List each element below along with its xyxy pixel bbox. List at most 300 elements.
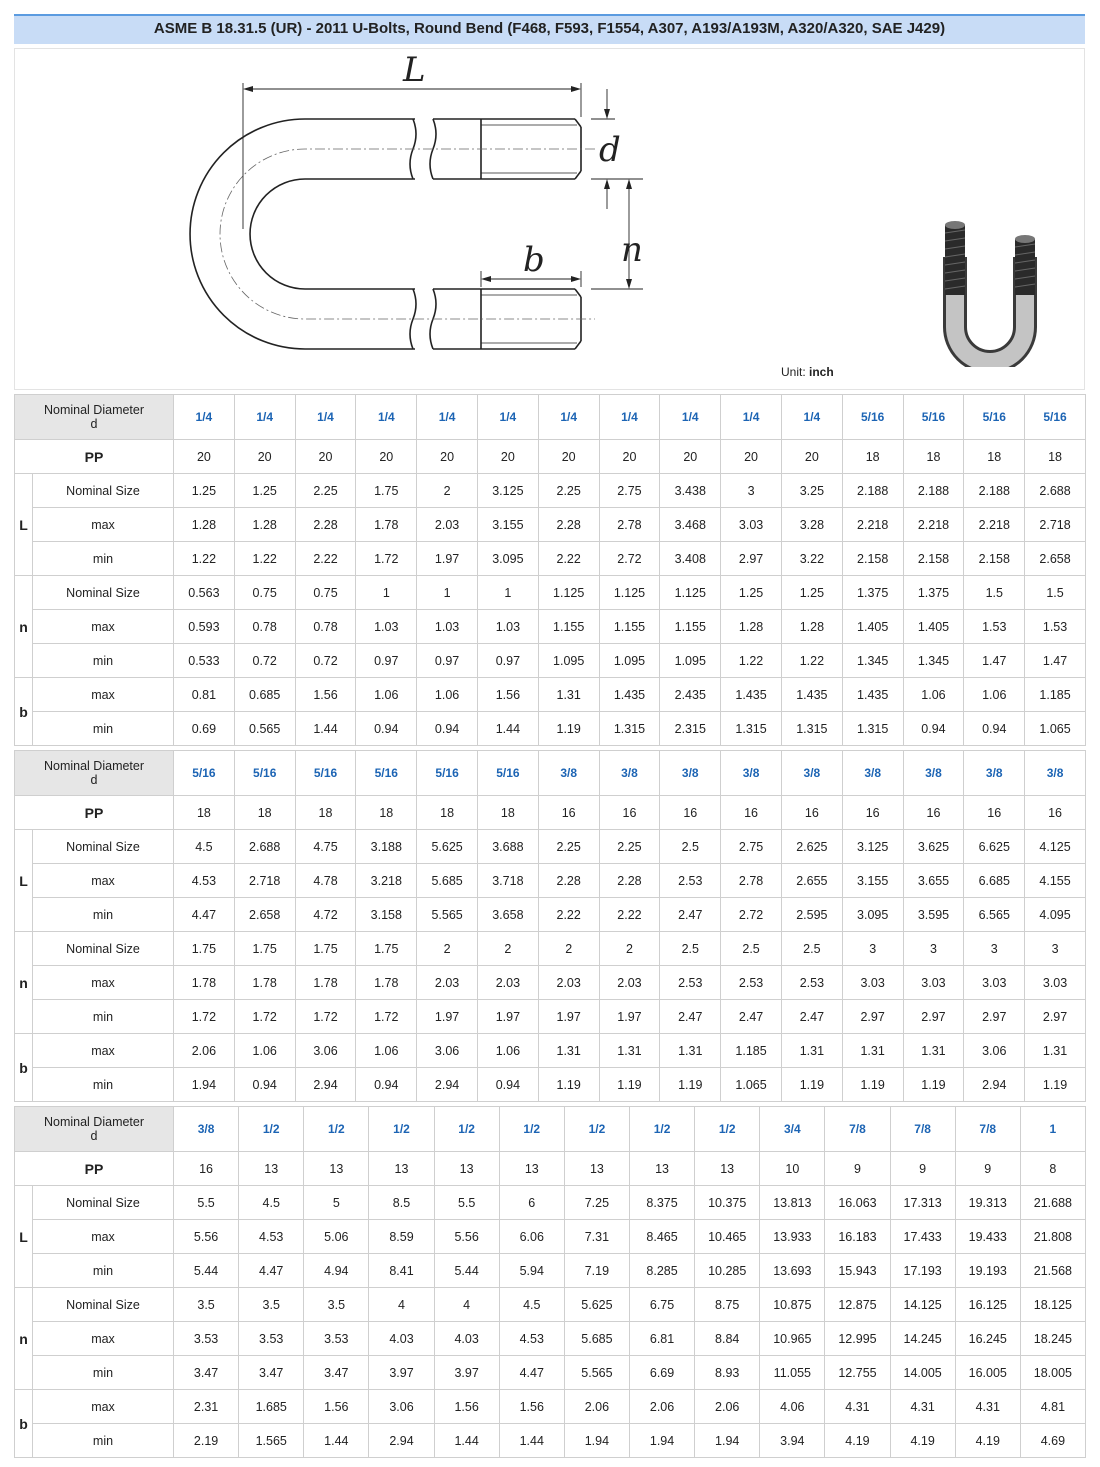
value-cell: 2.75 — [599, 474, 660, 508]
value-cell: 1.53 — [1025, 610, 1086, 644]
value-cell: 6.625 — [964, 830, 1025, 864]
value-cell: 2.25 — [538, 474, 599, 508]
pp-cell: 16 — [842, 796, 903, 830]
value-cell: 21.568 — [1020, 1254, 1085, 1288]
value-cell: 7.19 — [564, 1254, 629, 1288]
unit-label: Unit: — [781, 365, 810, 379]
value-cell: 2.97 — [903, 1000, 964, 1034]
diameter-cell: 1/4 — [721, 395, 782, 440]
value-cell: 2.218 — [903, 508, 964, 542]
value-cell: 4.095 — [1025, 898, 1086, 932]
value-cell: 4.72 — [295, 898, 356, 932]
value-cell: 3.155 — [842, 864, 903, 898]
row-label-max: max — [33, 1322, 174, 1356]
value-cell: 1.72 — [356, 542, 417, 576]
value-cell: 1.315 — [842, 712, 903, 746]
value-cell: 4.5 — [239, 1186, 304, 1220]
pp-row — [15, 1152, 1086, 1186]
value-cell: 3.438 — [660, 474, 721, 508]
pp-cell: 13 — [239, 1152, 304, 1186]
value-cell: 4.47 — [239, 1254, 304, 1288]
value-cell: 5 — [304, 1186, 369, 1220]
value-cell: 8.465 — [629, 1220, 694, 1254]
value-cell: 7.25 — [564, 1186, 629, 1220]
value-cell: 3.53 — [304, 1322, 369, 1356]
unit-value: inch — [809, 365, 834, 379]
value-cell: 3.095 — [477, 542, 538, 576]
value-cell: 3.03 — [842, 966, 903, 1000]
diameter-cell: 1/2 — [434, 1107, 499, 1152]
value-cell: 10.965 — [760, 1322, 825, 1356]
value-cell: 4.19 — [825, 1424, 890, 1458]
value-cell: 2.03 — [417, 508, 478, 542]
value-cell: 2.658 — [234, 898, 295, 932]
L-nominal-size-row — [15, 830, 1086, 864]
value-cell: 2.28 — [295, 508, 356, 542]
value-cell: 1.315 — [781, 712, 842, 746]
value-cell: 14.005 — [890, 1356, 955, 1390]
value-cell: 1.19 — [842, 1068, 903, 1102]
value-cell: 19.193 — [955, 1254, 1020, 1288]
value-cell: 10.375 — [695, 1186, 760, 1220]
pp-cell: 16 — [174, 1152, 239, 1186]
L-min-row — [15, 898, 1086, 932]
value-cell: 4.94 — [304, 1254, 369, 1288]
diameter-cell: 1/4 — [477, 395, 538, 440]
group-label-n: n — [15, 1288, 33, 1390]
value-cell: 18.125 — [1020, 1288, 1085, 1322]
value-cell: 2.5 — [781, 932, 842, 966]
value-cell: 1.5 — [964, 576, 1025, 610]
value-cell: 4.81 — [1020, 1390, 1085, 1424]
value-cell: 1.78 — [356, 966, 417, 1000]
value-cell: 4 — [369, 1288, 434, 1322]
row-label-max: max — [33, 1220, 174, 1254]
value-cell: 1.315 — [721, 712, 782, 746]
value-cell: 1.315 — [599, 712, 660, 746]
value-cell: 2.53 — [781, 966, 842, 1000]
group-label-L: L — [15, 830, 33, 932]
value-cell: 2.97 — [842, 1000, 903, 1034]
value-cell: 0.94 — [356, 1068, 417, 1102]
nominal-diameter-row — [15, 751, 1086, 796]
value-cell: 1.06 — [356, 1034, 417, 1068]
L-max-row — [15, 864, 1086, 898]
value-cell: 3.06 — [295, 1034, 356, 1068]
value-cell: 2.25 — [295, 474, 356, 508]
spec-table-3 — [14, 1106, 1086, 1458]
nominal-diameter-symbol: d — [90, 417, 98, 431]
value-cell: 1.56 — [477, 678, 538, 712]
value-cell: 1.06 — [356, 678, 417, 712]
value-cell: 8.5 — [369, 1186, 434, 1220]
value-cell: 19.313 — [955, 1186, 1020, 1220]
row-label-min: min — [33, 1000, 174, 1034]
dim-label-L: L — [403, 50, 426, 90]
value-cell: 0.94 — [964, 712, 1025, 746]
value-cell: 2.595 — [781, 898, 842, 932]
value-cell: 1.03 — [477, 610, 538, 644]
u-bolt-dimension-drawing — [15, 49, 675, 389]
value-cell: 2.03 — [538, 966, 599, 1000]
value-cell: 2.97 — [964, 1000, 1025, 1034]
value-cell: 0.97 — [356, 644, 417, 678]
value-cell: 2.75 — [721, 830, 782, 864]
diameter-cell: 3/8 — [538, 751, 599, 796]
value-cell: 18.005 — [1020, 1356, 1085, 1390]
pp-row — [15, 440, 1086, 474]
pp-cell: 8 — [1020, 1152, 1085, 1186]
value-cell: 3.47 — [239, 1356, 304, 1390]
value-cell: 2.5 — [660, 830, 721, 864]
value-cell: 1.25 — [174, 474, 235, 508]
value-cell: 3.03 — [721, 508, 782, 542]
value-cell: 0.78 — [234, 610, 295, 644]
value-cell: 2.22 — [538, 898, 599, 932]
pp-cell: 13 — [564, 1152, 629, 1186]
value-cell: 3.218 — [356, 864, 417, 898]
value-cell: 3 — [964, 932, 1025, 966]
diameter-cell: 3/8 — [174, 1107, 239, 1152]
value-cell: 3.22 — [781, 542, 842, 576]
value-cell: 13.933 — [760, 1220, 825, 1254]
value-cell: 4.06 — [760, 1390, 825, 1424]
value-cell: 1.31 — [660, 1034, 721, 1068]
pp-cell: 20 — [781, 440, 842, 474]
value-cell: 2.25 — [538, 830, 599, 864]
value-cell: 1.155 — [538, 610, 599, 644]
dim-label-b: b — [523, 240, 545, 280]
value-cell: 1.125 — [660, 576, 721, 610]
value-cell: 1.22 — [234, 542, 295, 576]
diameter-cell: 5/16 — [842, 395, 903, 440]
value-cell: 3.97 — [434, 1356, 499, 1390]
b-min-row — [15, 1068, 1086, 1102]
value-cell: 0.72 — [234, 644, 295, 678]
value-cell: 3.625 — [903, 830, 964, 864]
n-min-row — [15, 1000, 1086, 1034]
diameter-cell: 1/2 — [695, 1107, 760, 1152]
row-label-min: min — [33, 1424, 174, 1458]
diameter-cell: 1/4 — [781, 395, 842, 440]
value-cell: 0.533 — [174, 644, 235, 678]
diameter-cell: 5/16 — [903, 395, 964, 440]
pp-cell: 20 — [295, 440, 356, 474]
value-cell: 3.28 — [781, 508, 842, 542]
diameter-cell: 3/8 — [660, 751, 721, 796]
value-cell: 4.31 — [890, 1390, 955, 1424]
value-cell: 0.81 — [174, 678, 235, 712]
value-cell: 14.245 — [890, 1322, 955, 1356]
pp-cell: 16 — [721, 796, 782, 830]
value-cell: 4.53 — [499, 1322, 564, 1356]
pp-cell: 20 — [538, 440, 599, 474]
pp-label: PP — [15, 796, 174, 830]
value-cell: 1.31 — [599, 1034, 660, 1068]
value-cell: 1.97 — [417, 1000, 478, 1034]
value-cell: 2.72 — [721, 898, 782, 932]
value-cell: 1.345 — [842, 644, 903, 678]
value-cell: 3.658 — [477, 898, 538, 932]
value-cell: 1.185 — [1025, 678, 1086, 712]
value-cell: 3.06 — [417, 1034, 478, 1068]
diameter-cell: 5/16 — [356, 751, 417, 796]
diameter-cell: 1/4 — [295, 395, 356, 440]
nominal-diameter-label: Nominal Diameter — [43, 759, 145, 773]
value-cell: 2.435 — [660, 678, 721, 712]
value-cell: 2.47 — [781, 1000, 842, 1034]
value-cell: 4.155 — [1025, 864, 1086, 898]
value-cell: 16.125 — [955, 1288, 1020, 1322]
value-cell: 5.44 — [434, 1254, 499, 1288]
value-cell: 4 — [434, 1288, 499, 1322]
u-bolt-photo-icon — [935, 217, 1045, 367]
pp-cell: 18 — [842, 440, 903, 474]
value-cell: 6.565 — [964, 898, 1025, 932]
value-cell: 1.31 — [538, 678, 599, 712]
value-cell: 0.69 — [174, 712, 235, 746]
value-cell: 0.94 — [903, 712, 964, 746]
value-cell: 2.03 — [477, 966, 538, 1000]
value-cell: 1.22 — [721, 644, 782, 678]
value-cell: 3.03 — [903, 966, 964, 1000]
value-cell: 1.31 — [538, 1034, 599, 1068]
value-cell: 3.5 — [174, 1288, 239, 1322]
value-cell: 6.06 — [499, 1220, 564, 1254]
value-cell: 2.22 — [599, 898, 660, 932]
value-cell: 6.75 — [629, 1288, 694, 1322]
pp-cell: 18 — [417, 796, 478, 830]
value-cell: 2 — [477, 932, 538, 966]
value-cell: 0.78 — [295, 610, 356, 644]
value-cell: 2.22 — [538, 542, 599, 576]
value-cell: 4.19 — [955, 1424, 1020, 1458]
value-cell: 1.375 — [842, 576, 903, 610]
row-label-max: max — [33, 1034, 174, 1068]
nominal-diameter-symbol: d — [90, 1129, 98, 1143]
value-cell: 2.94 — [295, 1068, 356, 1102]
row-label-min: min — [33, 1068, 174, 1102]
pp-cell: 20 — [477, 440, 538, 474]
value-cell: 2.94 — [964, 1068, 1025, 1102]
L-nominal-size-row — [15, 474, 1086, 508]
value-cell: 6.685 — [964, 864, 1025, 898]
value-cell: 1.19 — [599, 1068, 660, 1102]
value-cell: 5.685 — [564, 1322, 629, 1356]
value-cell: 1.31 — [903, 1034, 964, 1068]
value-cell: 2.97 — [721, 542, 782, 576]
value-cell: 1.22 — [174, 542, 235, 576]
value-cell: 2.53 — [660, 966, 721, 1000]
value-cell: 1.06 — [903, 678, 964, 712]
value-cell: 2.72 — [599, 542, 660, 576]
row-label-max: max — [33, 610, 174, 644]
diameter-cell: 5/16 — [964, 395, 1025, 440]
diameter-cell: 1/2 — [369, 1107, 434, 1152]
value-cell: 16.005 — [955, 1356, 1020, 1390]
value-cell: 2.53 — [721, 966, 782, 1000]
diameter-cell: 1/2 — [239, 1107, 304, 1152]
n-nominal-size-row — [15, 932, 1086, 966]
value-cell: 3 — [842, 932, 903, 966]
value-cell: 1.375 — [903, 576, 964, 610]
pp-cell: 13 — [629, 1152, 694, 1186]
value-cell: 2.5 — [721, 932, 782, 966]
value-cell: 1.405 — [903, 610, 964, 644]
value-cell: 2.218 — [964, 508, 1025, 542]
value-cell: 2.158 — [903, 542, 964, 576]
diameter-cell: 3/8 — [781, 751, 842, 796]
value-cell: 6.69 — [629, 1356, 694, 1390]
pp-cell: 18 — [356, 796, 417, 830]
row-label-nominal-size: Nominal Size — [33, 1186, 174, 1220]
row-label-nominal-size: Nominal Size — [33, 576, 174, 610]
value-cell: 2.158 — [964, 542, 1025, 576]
diameter-cell: 5/16 — [417, 751, 478, 796]
diameter-cell: 1 — [1020, 1107, 1085, 1152]
value-cell: 1.44 — [499, 1424, 564, 1458]
value-cell: 2.06 — [695, 1390, 760, 1424]
value-cell: 1.565 — [239, 1424, 304, 1458]
pp-row — [15, 796, 1086, 830]
n-nominal-size-row — [15, 1288, 1086, 1322]
value-cell: 16.063 — [825, 1186, 890, 1220]
value-cell: 3.97 — [369, 1356, 434, 1390]
value-cell: 0.97 — [477, 644, 538, 678]
value-cell: 0.75 — [234, 576, 295, 610]
value-cell: 5.685 — [417, 864, 478, 898]
value-cell: 5.5 — [174, 1186, 239, 1220]
value-cell: 1.19 — [660, 1068, 721, 1102]
value-cell: 4.53 — [239, 1220, 304, 1254]
value-cell: 2.94 — [369, 1424, 434, 1458]
value-cell: 1.75 — [356, 474, 417, 508]
value-cell: 0.563 — [174, 576, 235, 610]
diameter-cell: 1/4 — [538, 395, 599, 440]
pp-cell: 13 — [304, 1152, 369, 1186]
value-cell: 1.06 — [964, 678, 1025, 712]
dim-label-n: n — [621, 230, 643, 270]
value-cell: 4.03 — [434, 1322, 499, 1356]
value-cell: 4.78 — [295, 864, 356, 898]
value-cell: 1.345 — [903, 644, 964, 678]
value-cell: 3 — [721, 474, 782, 508]
diameter-cell: 1/4 — [234, 395, 295, 440]
value-cell: 1.72 — [295, 1000, 356, 1034]
value-cell: 1.435 — [721, 678, 782, 712]
value-cell: 2 — [417, 932, 478, 966]
value-cell: 10.285 — [695, 1254, 760, 1288]
value-cell: 3.06 — [964, 1034, 1025, 1068]
row-label-max: max — [33, 678, 174, 712]
diameter-cell: 5/16 — [477, 751, 538, 796]
value-cell: 12.875 — [825, 1288, 890, 1322]
row-label-min: min — [33, 542, 174, 576]
value-cell: 1.06 — [417, 678, 478, 712]
value-cell: 1.065 — [721, 1068, 782, 1102]
value-cell: 2.658 — [1025, 542, 1086, 576]
value-cell: 1.94 — [695, 1424, 760, 1458]
value-cell: 3.468 — [660, 508, 721, 542]
row-label-min: min — [33, 644, 174, 678]
diameter-cell: 1/4 — [356, 395, 417, 440]
b-max-row — [15, 1390, 1086, 1424]
value-cell: 3.5 — [304, 1288, 369, 1322]
value-cell: 2.53 — [660, 864, 721, 898]
value-cell: 5.56 — [174, 1220, 239, 1254]
value-cell: 1.72 — [356, 1000, 417, 1034]
value-cell: 17.433 — [890, 1220, 955, 1254]
value-cell: 1.31 — [842, 1034, 903, 1068]
value-cell: 4.47 — [499, 1356, 564, 1390]
value-cell: 1.72 — [234, 1000, 295, 1034]
value-cell: 1.28 — [234, 508, 295, 542]
value-cell: 1.44 — [434, 1424, 499, 1458]
row-label-min: min — [33, 898, 174, 932]
diameter-cell: 7/8 — [825, 1107, 890, 1152]
value-cell: 2.03 — [417, 966, 478, 1000]
value-cell: 1.78 — [234, 966, 295, 1000]
value-cell: 1.06 — [234, 1034, 295, 1068]
pp-cell: 16 — [660, 796, 721, 830]
diameter-cell: 1/4 — [660, 395, 721, 440]
value-cell: 8.59 — [369, 1220, 434, 1254]
pp-cell: 18 — [174, 796, 235, 830]
pp-cell: 20 — [660, 440, 721, 474]
value-cell: 1.19 — [781, 1068, 842, 1102]
pp-cell: 18 — [1025, 440, 1086, 474]
value-cell: 0.75 — [295, 576, 356, 610]
value-cell: 1.31 — [781, 1034, 842, 1068]
value-cell: 1.19 — [538, 712, 599, 746]
b-max-row — [15, 1034, 1086, 1068]
value-cell: 8.285 — [629, 1254, 694, 1288]
value-cell: 1.75 — [356, 932, 417, 966]
pp-cell: 13 — [369, 1152, 434, 1186]
value-cell: 1.25 — [781, 576, 842, 610]
value-cell: 4.75 — [295, 830, 356, 864]
value-cell: 3.5 — [239, 1288, 304, 1322]
value-cell: 1.28 — [174, 508, 235, 542]
pp-cell: 10 — [760, 1152, 825, 1186]
value-cell: 2.25 — [599, 830, 660, 864]
value-cell: 1.72 — [174, 1000, 235, 1034]
value-cell: 2.31 — [174, 1390, 239, 1424]
value-cell: 2.28 — [538, 508, 599, 542]
value-cell: 2.188 — [842, 474, 903, 508]
nominal-diameter-label: Nominal Diameter — [43, 403, 145, 417]
value-cell: 1.31 — [1025, 1034, 1086, 1068]
value-cell: 8.75 — [695, 1288, 760, 1322]
n-max-row — [15, 610, 1086, 644]
value-cell: 8.93 — [695, 1356, 760, 1390]
row-label-min: min — [33, 1254, 174, 1288]
pp-cell: 18 — [234, 796, 295, 830]
pp-cell: 18 — [964, 440, 1025, 474]
diameter-cell: 3/8 — [1025, 751, 1086, 796]
value-cell: 3.095 — [842, 898, 903, 932]
diameter-cell: 5/16 — [174, 751, 235, 796]
value-cell: 5.56 — [434, 1220, 499, 1254]
value-cell: 2.188 — [903, 474, 964, 508]
value-cell: 5.565 — [564, 1356, 629, 1390]
value-cell: 0.94 — [234, 1068, 295, 1102]
diameter-cell: 1/2 — [499, 1107, 564, 1152]
value-cell: 2.47 — [660, 898, 721, 932]
value-cell: 4.31 — [955, 1390, 1020, 1424]
value-cell: 4.5 — [499, 1288, 564, 1322]
value-cell: 1.97 — [599, 1000, 660, 1034]
